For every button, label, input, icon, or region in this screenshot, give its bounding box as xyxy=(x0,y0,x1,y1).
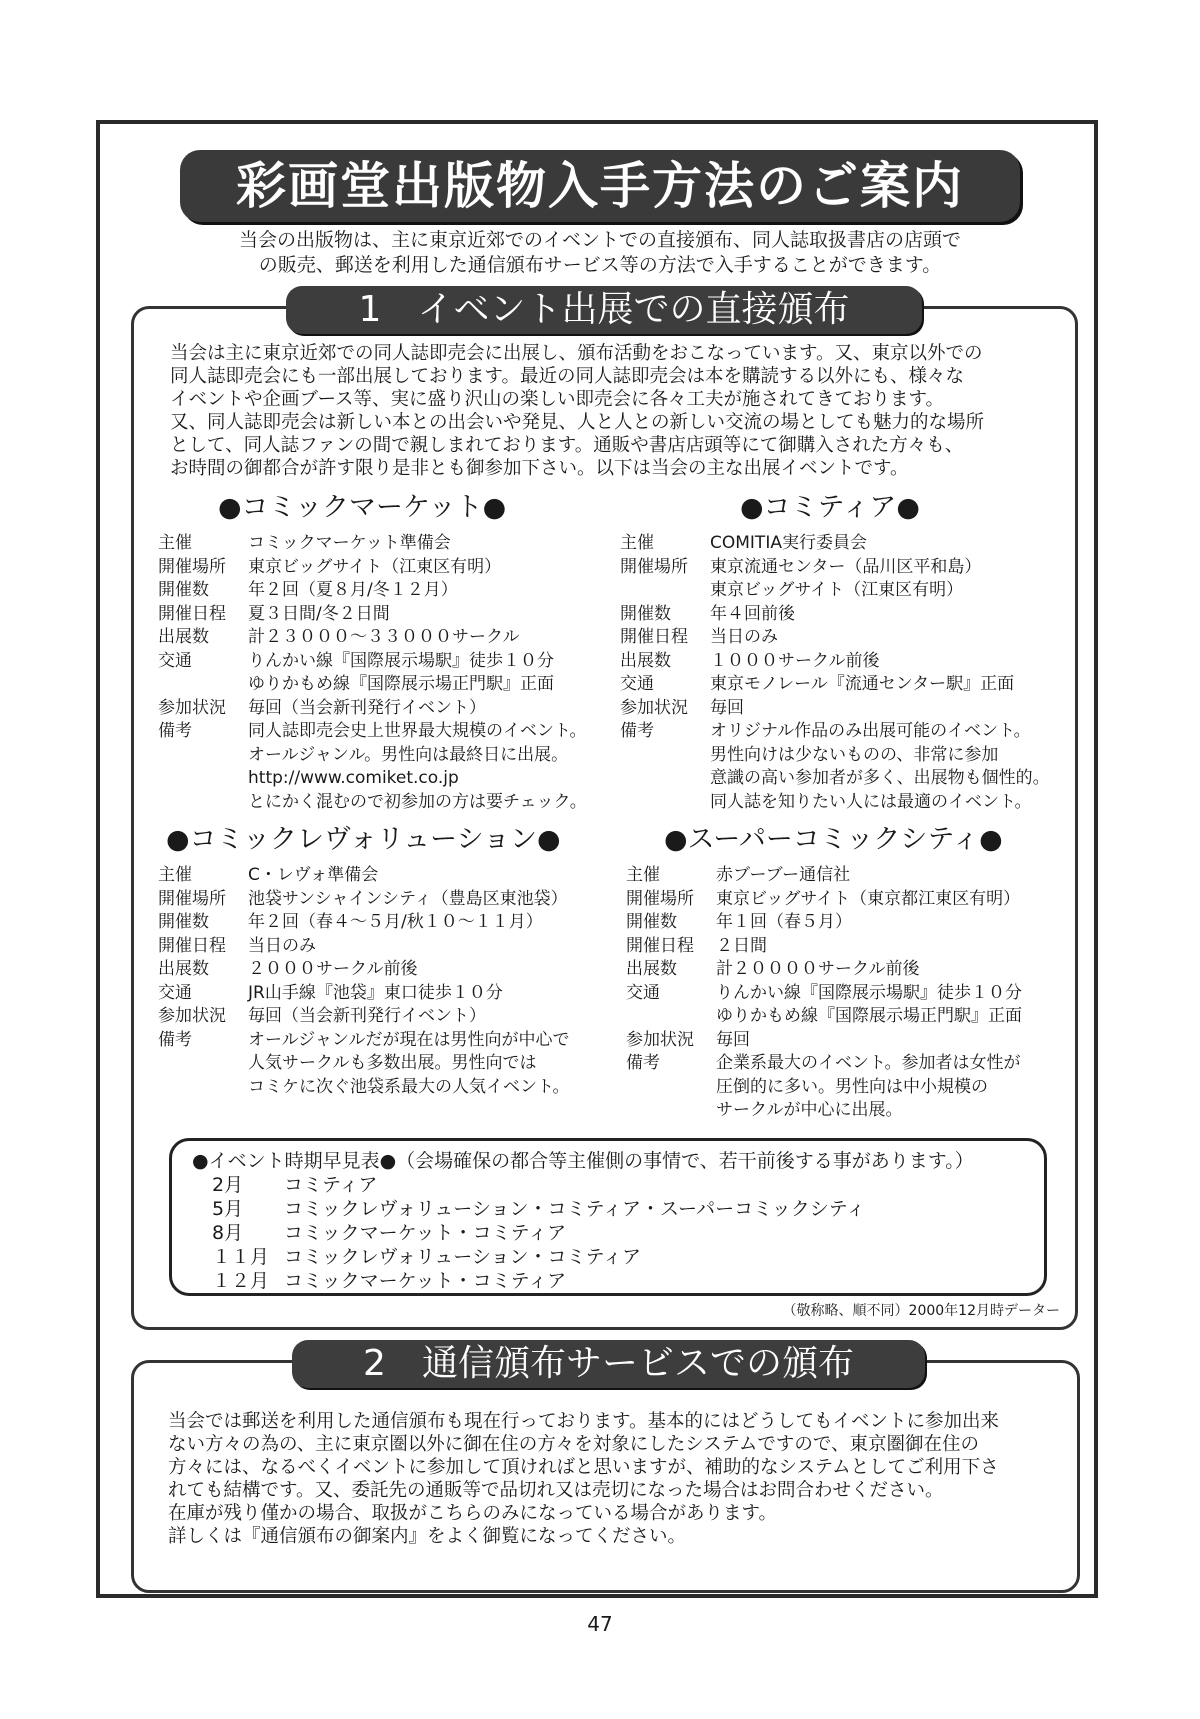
info-value: ２日間 xyxy=(716,935,767,956)
schedule-row xyxy=(212,1173,1044,1197)
event-info-row xyxy=(158,650,608,697)
info-value: 企業系最大のイベント。参加者は女性が 圧倒的に多い。男性向は中小規模の サークルが中心に出展。 xyxy=(716,1053,1021,1120)
para-line: 当会では郵送を利用した通信頒布も現在行っております。基本的にはどうしてもイベントに参加出来 xyxy=(168,1411,1000,1432)
event-info-row xyxy=(158,603,608,627)
info-label: 交通 xyxy=(620,674,654,694)
intro-text xyxy=(150,228,1050,278)
info-label: 交通 xyxy=(158,982,192,1003)
info-value: 池袋サンシャインシティ（豊島区東池袋） xyxy=(248,888,568,909)
event-info-row xyxy=(158,720,608,814)
event-info-row xyxy=(158,1029,608,1100)
para-line: れても結構です。又、委託先の通販等で品切れ又は売切になった場合はお問合わせください。 xyxy=(168,1480,944,1501)
info-label: 備考 xyxy=(626,1053,660,1073)
event-info-row xyxy=(620,720,1070,814)
schedule-events: コミックレヴォリューション・コミティア xyxy=(284,1246,642,1268)
info-value: C・レヴォ準備会 xyxy=(248,865,379,885)
info-value: りんかい線『国際展示場駅』徒歩１０分 ゆりかもめ線『国際展示場正門駅』正面 xyxy=(248,650,554,694)
event-title: ●コミティア● xyxy=(740,492,920,523)
schedule-month: 8月 xyxy=(212,1222,244,1244)
info-value: 毎回 xyxy=(716,1029,750,1050)
info-label: 開催数 xyxy=(158,580,209,600)
info-label: 主催 xyxy=(620,533,654,553)
event-title: ●スーパーコミックシティ● xyxy=(664,824,1003,855)
info-value: 年２回（春４～５月/秋１０～１１月） xyxy=(248,912,543,932)
info-value: 年２回（夏８月/冬１２月） xyxy=(248,580,458,600)
event-info-row xyxy=(626,982,1076,1029)
schedule-heading: ●イベント時期早見表●（会場確保の都合等主催側の事情で、若干前後する事があります。） xyxy=(192,1150,974,1172)
event-info-row xyxy=(626,1052,1076,1123)
event-comitia xyxy=(620,490,1070,814)
event-info-row xyxy=(158,556,608,580)
event-info-row xyxy=(158,626,608,650)
info-value: 毎回（当会新刊発行イベント） xyxy=(248,1006,486,1026)
event-info-row xyxy=(620,603,1070,627)
event-info-row xyxy=(158,958,608,982)
event-info-row xyxy=(626,935,1076,959)
info-label: 開催場所 xyxy=(626,888,694,909)
schedule-note: （敬称略、順不同）2000年12月時データー xyxy=(782,1303,1060,1319)
info-label: 交通 xyxy=(626,982,660,1003)
para-line: 又、同人誌即売会は新しい本との出会いや発見、人と人との新しい交流の場としても魅力的な場所 xyxy=(170,412,985,433)
info-label: 開催場所 xyxy=(158,556,226,577)
info-label: 開催数 xyxy=(620,603,671,624)
para-line: 当会は主に東京近郊での同人誌即売会に出展し、頒布活動をおこなっています。又、東京以外での xyxy=(170,343,983,364)
info-label: 参加状況 xyxy=(158,1006,226,1026)
schedule-row xyxy=(212,1245,1044,1269)
event-info-row xyxy=(620,697,1070,721)
event-info-row xyxy=(620,556,1070,603)
info-label: 備考 xyxy=(620,721,654,741)
info-value: 当日のみ xyxy=(248,935,316,956)
info-value: オールジャンルだが現在は男性向が中心で 人気サークルも多数出展。男性向では コミケに次ぐ池袋系最大の人気イベント。 xyxy=(248,1029,570,1097)
info-label: 開催場所 xyxy=(620,556,688,577)
info-value: １０００サークル前後 xyxy=(710,650,880,671)
info-label: 主催 xyxy=(158,533,192,553)
event-info-row xyxy=(158,982,608,1006)
info-value: 計２３０００～３３０００サークル xyxy=(248,627,520,647)
info-value: 東京ビッグサイト（東京都江東区有明） xyxy=(716,888,1021,909)
info-value: 赤ブーブー通信社 xyxy=(716,865,851,885)
event-info-row xyxy=(626,888,1076,912)
info-label: 開催数 xyxy=(158,912,209,932)
event-info-row xyxy=(158,864,608,888)
info-value: 年４回前後 xyxy=(710,603,795,624)
event-info-row xyxy=(158,1005,608,1029)
info-value: 毎回（当会新刊発行イベント） xyxy=(248,697,486,718)
info-label: 参加状況 xyxy=(620,697,688,718)
section-2-paragraph xyxy=(168,1410,1078,1548)
info-label: 開催日程 xyxy=(626,935,694,956)
info-value: オリジナル作品のみ出展可能のイベント。 男性向けは少ないものの、非常に参加 意識の高い参加者が多く、出展物も個性的。 同人誌を知りたい人には最適のイベント。 xyxy=(710,721,1050,812)
info-value: COMITIA実行委員会 xyxy=(710,533,867,553)
info-label: 開催日程 xyxy=(620,627,688,647)
event-info-row xyxy=(620,626,1070,650)
schedule-events: コミックレヴォリューション・コミティア・スーパーコミックシティ xyxy=(284,1198,866,1220)
event-title: ●コミックマーケット● xyxy=(218,492,507,523)
info-value: 東京ビッグサイト（江東区有明） xyxy=(248,556,502,577)
info-value: 夏３日間/冬２日間 xyxy=(248,603,390,624)
info-label: 備考 xyxy=(158,721,192,741)
info-label: 出展数 xyxy=(620,650,671,671)
schedule-row xyxy=(212,1221,1044,1245)
info-label: 備考 xyxy=(158,1029,192,1050)
schedule-events: コミックマーケット・コミティア xyxy=(284,1222,567,1244)
schedule-month: 5月 xyxy=(212,1198,244,1220)
para-line: 在庫が残り僅かの場合、取扱がこちらのみになっている場合があります。 xyxy=(168,1503,778,1524)
section-1-heading: 1 イベント出展での直接頒布 xyxy=(286,286,922,334)
info-label: 出展数 xyxy=(158,959,209,979)
section-2-heading: 2 通信頒布サービスでの頒布 xyxy=(292,1340,925,1388)
event-info-row xyxy=(626,911,1076,935)
event-schedule-box xyxy=(169,1138,1047,1296)
info-label: 参加状況 xyxy=(626,1029,694,1050)
info-value: 毎回 xyxy=(710,697,744,718)
intro-line: 当会の出版物は、主に東京近郊でのイベントでの直接頒布、同人誌取扱書店の店頭で xyxy=(238,229,961,251)
info-label: 開催日程 xyxy=(158,935,226,956)
info-value: コミックマーケット準備会 xyxy=(248,533,451,553)
info-value: ２０００サークル前後 xyxy=(248,959,418,979)
para-line: イベントや企画ブース等、実に盛り沢山の楽しい即売会に各々工夫が施されてきております。 xyxy=(170,389,945,410)
para-line: 詳しくは『通信頒布の御案内』をよく御覧になってください。 xyxy=(168,1526,687,1547)
intro-line: の販売、郵送を利用した通信頒布サービス等の方法で入手することができます。 xyxy=(258,254,942,276)
para-line: ない方々の為の、主に東京圏以外に御在住の方々を対象にしたシステムですので、東京圏御在住の xyxy=(168,1434,980,1455)
info-label: 主催 xyxy=(626,865,660,885)
info-label: 開催場所 xyxy=(158,888,226,909)
schedule-month: １１月 xyxy=(212,1246,270,1268)
event-info-row xyxy=(620,650,1070,674)
info-label: 出展数 xyxy=(158,627,209,647)
info-label: 開催数 xyxy=(626,912,677,932)
info-label: 出展数 xyxy=(626,959,677,979)
info-value: 当日のみ xyxy=(710,627,778,647)
event-info-row xyxy=(626,864,1076,888)
event-info-row xyxy=(158,579,608,603)
event-info-row xyxy=(158,935,608,959)
para-line: として、同人誌ファンの間で親しまれております。通販や書店店頭等にて御購入された方々も、 xyxy=(170,435,964,456)
event-comic-market xyxy=(158,490,608,814)
info-label: 交通 xyxy=(158,650,192,671)
event-super-comic-city xyxy=(626,822,1076,1123)
para-line: 方々には、なるべくイベントに参加して頂ければと思いますが、補助的なシステムとしてご利用下さ xyxy=(168,1457,999,1478)
para-line: 同人誌即売会にも一部出展しております。最近の同人誌即売会は本を購読する以外にも、様々な xyxy=(170,366,965,387)
info-value: 東京モノレール『流通センター駅』正面 xyxy=(710,674,1015,694)
schedule-row xyxy=(212,1197,1044,1221)
info-value: JR山手線『池袋』東口徒歩１０分 xyxy=(248,982,503,1003)
info-label: 開催日程 xyxy=(158,603,226,624)
schedule-month: 2月 xyxy=(212,1174,244,1196)
event-info-row xyxy=(158,888,608,912)
section-1-paragraph xyxy=(170,342,1070,480)
event-info-row xyxy=(158,532,608,556)
info-value: 東京流通センター（品川区平和島） 東京ビッグサイト（江東区有明） xyxy=(710,556,982,600)
event-info-row xyxy=(158,697,608,721)
page-number: 47 xyxy=(587,1612,613,1636)
event-comic-revolution xyxy=(158,822,608,1099)
event-info-row xyxy=(626,1029,1076,1053)
event-info-row xyxy=(158,911,608,935)
schedule-month: １２月 xyxy=(212,1270,270,1292)
event-info-row xyxy=(620,673,1070,697)
info-label: 主催 xyxy=(158,865,192,885)
info-value: 年１回（春５月） xyxy=(716,912,852,932)
schedule-row xyxy=(212,1269,1044,1293)
para-line: お時間の御都合が許す限り是非とも御参加下さい。以下は当会の主な出展イベントです。 xyxy=(170,458,909,479)
page-title: 彩画堂出版物入手方法のご案内 xyxy=(180,150,1020,222)
info-value: 同人誌即売会史上世界最大規模のイベント。 オールジャンル。男性向は最終日に出展。 http://www.comiket.co.jp とにかく混むので初参加の方は要チェック。 xyxy=(248,721,587,812)
event-title: ●コミックレヴォリューション● xyxy=(166,824,561,855)
event-info-row xyxy=(626,958,1076,982)
schedule-events: コミックマーケット・コミティア xyxy=(284,1270,567,1292)
info-value: 計２００００サークル前後 xyxy=(716,959,920,979)
info-value: りんかい線『国際展示場駅』徒歩１０分 ゆりかもめ線『国際展示場正門駅』正面 xyxy=(716,982,1022,1026)
info-label: 参加状況 xyxy=(158,697,226,718)
event-info-row xyxy=(620,532,1070,556)
schedule-events: コミティア xyxy=(284,1174,378,1196)
